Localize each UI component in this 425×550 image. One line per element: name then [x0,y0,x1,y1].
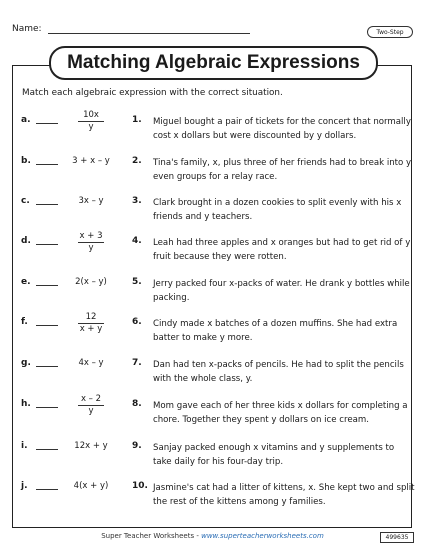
situation-number: 3. [132,196,142,206]
situation-number: 10. [132,481,148,491]
situation-text: Jerry packed four x-packs of water. He drank y bottles while packing. [153,279,410,303]
answer-blank[interactable] [36,123,58,124]
situation-text: Dan had ten x-packs of pencils. He had to split the pencils with the whole class, y. [153,360,404,384]
answer-blank[interactable] [36,204,58,205]
answer-blank[interactable] [36,285,58,286]
question-row [0,312,425,352]
algebraic-expression [66,353,116,377]
expression-text: 2(x – y) [75,277,107,287]
answer-blank[interactable] [36,489,58,490]
denominator: y [88,122,94,132]
name-row [12,24,250,34]
situation-text: Leah had three apples and x oranges but had to get rid of y fruit because they were rotten. [153,238,411,262]
answer-blank[interactable] [36,366,58,367]
expression-letter: e. [21,277,31,287]
expression-letter: j. [21,481,28,491]
worksheet-code: 499635 [380,532,414,543]
name-label: Name: [12,24,42,34]
denominator: y [88,406,94,416]
situation-text: Cindy made x batches of a dozen muffins. She had extra batter to make y more. [153,319,398,343]
answer-blank[interactable] [36,449,58,450]
algebraic-expression [66,476,116,500]
page-title: Matching Algebraic Expressions [49,46,378,80]
expression-text: 4(x + y) [73,481,109,491]
difficulty-badge: Two-Step [367,26,413,38]
footer [0,532,425,540]
situation-number: 7. [132,358,142,368]
answer-blank[interactable] [36,164,58,165]
situation-text: Miguel bought a pair of tickets for the concert that normally cost x dollars but were discounted by y dollars. [153,117,411,141]
expression-letter: h. [21,399,31,409]
expression-letter: g. [21,358,31,368]
expression-text: 3x – y [78,196,104,206]
situation-number: 5. [132,277,142,287]
expression-text: 12x + y [74,441,108,451]
situation-number: 6. [132,317,142,327]
question-row [0,272,425,312]
question-row [0,476,425,516]
instructions: Match each algebraic expression with the correct situation. [22,88,283,98]
situation-number: 2. [132,156,142,166]
footer-label: Super Teacher Worksheets - [101,532,202,540]
algebraic-expression [66,394,116,418]
algebraic-expression [66,231,116,255]
algebraic-expression [66,436,116,460]
expression-letter: a. [21,115,31,125]
numerator: x + 3 [79,231,103,241]
situation-number: 1. [132,115,142,125]
expression-text: 3 + x – y [72,156,110,166]
expression-letter: f. [21,317,28,327]
situation-number: 9. [132,441,142,451]
answer-blank[interactable] [36,244,58,245]
denominator: x + y [79,324,103,334]
algebraic-expression [66,110,116,134]
situation-text: Clark brought in a dozen cookies to split evenly with his x friends and y teachers. [153,198,402,222]
situation-text: Jasmine's cat had a litter of kittens, x. She kept two and split the rest of the kittens among y families. [153,483,415,507]
situation-text: Tina's family, x, plus three of her friends had to break into y even groups for a relay race. [153,158,412,182]
algebraic-expression [66,191,116,215]
question-row [0,436,425,476]
question-row [0,191,425,231]
algebraic-expression [66,272,116,296]
answer-blank[interactable] [36,325,58,326]
algebraic-expression [66,151,116,175]
denominator: y [88,243,94,253]
question-row [0,394,425,434]
situation-text: Sanjay packed enough x vitamins and y supplements to take daily for his four-day trip. [153,443,395,467]
situation-number: 8. [132,399,142,409]
expression-letter: c. [21,196,30,206]
expression-letter: i. [21,441,28,451]
expression-letter: d. [21,236,31,246]
situation-text: Mom gave each of her three kids x dollars for completing a chore. Together they spent y dollars on ice cream. [153,401,408,425]
answer-blank[interactable] [36,407,58,408]
expression-text: 4x – y [78,358,104,368]
numerator: x – 2 [80,394,102,404]
question-row [0,151,425,191]
question-row [0,353,425,393]
numerator: 10x [83,110,99,120]
expression-letter: b. [21,156,31,166]
numerator: 12 [85,312,97,322]
algebraic-expression [66,312,116,336]
footer-url[interactable]: www.superteacherworksheets.com [201,532,324,540]
question-row [0,231,425,271]
question-row [0,110,425,150]
name-field[interactable] [48,24,250,34]
situation-number: 4. [132,236,142,246]
